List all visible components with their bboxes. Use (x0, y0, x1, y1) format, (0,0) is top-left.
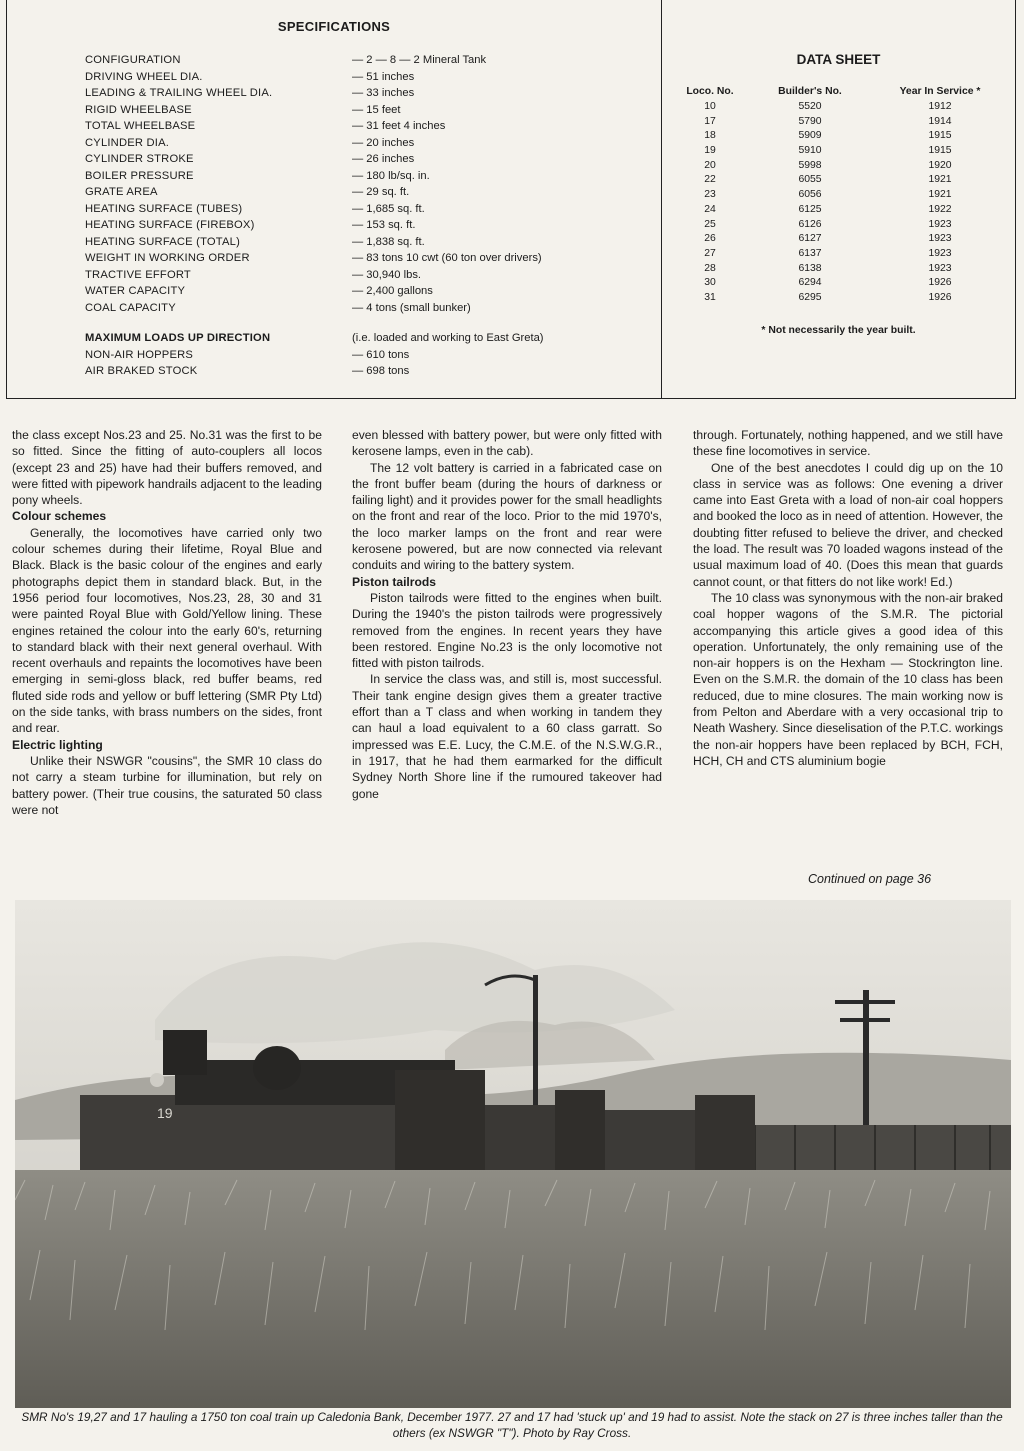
spec-value: — 29 sq. ft. (352, 186, 410, 198)
data-sheet-header (670, 84, 1010, 100)
spec-label: WATER CAPACITY (85, 285, 186, 297)
spec-label: TRACTIVE EFFORT (85, 268, 191, 281)
year-in-service-cell: 1915 (928, 145, 952, 157)
spec-label: DRIVING WHEEL DIA. (85, 70, 203, 83)
builders-no-cell: 6127 (798, 233, 822, 245)
article-column-2 (352, 427, 662, 897)
max-load-value: — 698 tons (352, 365, 410, 377)
builders-no-cell: 6138 (798, 262, 822, 274)
loco-no-cell: 22 (704, 174, 716, 186)
data-sheet-row (670, 129, 1010, 144)
spec-value: — 20 inches (352, 136, 415, 149)
header-loco-no: Loco. No. (686, 86, 734, 97)
loco-no-cell: 18 (704, 130, 716, 142)
loco-number: 19 (157, 1105, 173, 1121)
paragraph: Unlike their NSWGR "cousins", the SMR 10 class do not carry a steam turbine for illumination, but rely on battery power. (Their true cousins, the saturated 50 class were not (12, 753, 322, 817)
spec-label: COAL CAPACITY (85, 301, 176, 314)
data-sheet-row (670, 173, 1010, 188)
year-in-service-cell: 1920 (928, 159, 952, 171)
data-sheet-row (670, 159, 1010, 174)
builders-no-cell: 5520 (798, 101, 822, 112)
data-sheet-row (670, 276, 1010, 291)
spec-label: LEADING & TRAILING WHEEL DIA. (85, 87, 273, 99)
builders-no-cell: 6125 (798, 203, 822, 215)
paragraph: even blessed with battery power, but were only fitted with kerosene lamps, even in the cab). (352, 428, 662, 459)
builders-no-cell: 6137 (798, 247, 822, 259)
specification-panels (6, 0, 1016, 399)
header-builders-no: Builder's No. (778, 86, 842, 97)
spec-label: WEIGHT IN WORKING ORDER (85, 252, 250, 264)
year-in-service-cell: 1912 (928, 101, 952, 112)
paragraph: The 10 class was synonymous with the non-air braked coal hopper wagons of the S.M.R. The pictorial accompanying this article gives a good idea of this operation. Unfortunately, the only remaining use of the non-air hoppers is on the Hexham — Stockrington line. Even on the S.M.R. the domain of the 10 class has been reduced, due to mine closures. The main working now is from Pelton and Aberdare with a very occasional trip to Neath Washery. Since dieselisation of the P.T.C. workings the non-air hoppers have been replaced by BCH, FCH, HCH, CH and CTS aluminium bogie (693, 590, 1003, 768)
spec-label: HEATING SURFACE (TOTAL) (85, 235, 241, 248)
data-sheet-row (670, 262, 1010, 277)
spec-label: HEATING SURFACE (TUBES) (85, 202, 243, 215)
grass-field (15, 1170, 1011, 1408)
data-sheet-row (670, 247, 1010, 262)
builders-no-cell: 6126 (798, 218, 822, 230)
specifications-box (6, 0, 662, 399)
spec-label: CYLINDER DIA. (85, 136, 170, 149)
loco-no-cell: 28 (704, 262, 716, 274)
year-in-service-cell: 1915 (928, 130, 952, 142)
loco-no-cell: 20 (704, 159, 716, 171)
year-in-service-cell: 1921 (928, 174, 952, 186)
data-sheet-row (670, 188, 1010, 203)
spec-label: BOILER PRESSURE (85, 169, 194, 182)
year-in-service-cell: 1926 (928, 291, 952, 303)
loco-no-cell: 25 (704, 218, 716, 230)
spec-value: — 1,838 sq. ft. (352, 235, 425, 248)
spec-value: — 51 inches (352, 70, 415, 83)
year-in-service-cell: 1923 (928, 233, 952, 245)
builders-no-cell: 6294 (798, 277, 822, 289)
paragraph: Generally, the locomotives have carried only two colour schemes during their lifetime, Royal Blue and Black. Black is the basic colour of the engines and early photographs depict them in standard black. But, in the 1956 period four locomotives, Nos.23, 28, 30 and 31 were painted Royal Blue with Gold/Yellow lining. These engines retained the colour into the early 60's, returning to standard black with their next general overhaul. With recent overhauls and repaints the locomotives have been emerging in semi-gloss black, red buffer beams, red fluted side rods and yellow or buff lettering (SMR Pty Ltd) on the side tanks, with brass numbers on the sides, front and rear. (12, 525, 322, 736)
paragraph: through. Fortunately, nothing happened, and we still have these fine locomotives in service. (693, 428, 1003, 459)
spec-value: — 30,940 lbs. (352, 268, 422, 281)
max-load-label: AIR BRAKED STOCK (85, 365, 198, 377)
crossbar-2 (840, 1018, 890, 1022)
loco-no-cell: 17 (704, 115, 716, 127)
photo-caption: SMR No's 19,27 and 17 hauling a 1750 ton coal train up Caledonia Bank, December 1977. 27 and 17 had 'stuck up' and 19 had to assist. Note the stack on 27 is three inches taller than the others (ex NSWGR "T"). Photo by Ray Cross. (21, 1410, 1003, 1440)
builders-no-cell: 6055 (798, 174, 822, 186)
section-heading: Colour schemes (12, 509, 107, 524)
data-sheet-note: * Not necessarily the year built. (761, 325, 916, 336)
year-in-service-cell: 1922 (928, 203, 952, 215)
spec-value: — 33 inches (352, 87, 415, 99)
spec-value: — 2 — 8 — 2 Mineral Tank (352, 54, 487, 66)
spec-value: — 1,685 sq. ft. (352, 202, 425, 215)
spec-label: HEATING SURFACE (FIREBOX) (85, 219, 255, 231)
max-loads-note: (i.e. loaded and working to East Greta) (352, 332, 544, 344)
article-column-1 (12, 427, 322, 897)
spec-label: CYLINDER STROKE (85, 153, 194, 165)
paragraph: the class except Nos.23 and 25. No.31 was the first to be so fitted. Since the fitting of auto-couplers all locos (except 23 and 25) have had their buffers removed, and were fitted with pipework handrails adjacent to the leading pony wheels. (12, 428, 322, 508)
continued-note: Continued on page 36 (808, 872, 932, 886)
year-in-service-cell: 1921 (928, 189, 952, 201)
hoppers (715, 1125, 1011, 1175)
builders-no-cell: 5909 (798, 130, 822, 142)
loco-no-cell: 10 (704, 101, 716, 112)
loco-1-dome (253, 1046, 301, 1090)
spec-label: CONFIGURATION (85, 54, 181, 66)
headlight (150, 1073, 164, 1087)
paragraph: Piston tailrods were fitted to the engines when built. During the 1940's the piston tailrods were progressively removed from the engines. In recent years they have been restored. Engine No.23 is the only locomotive not fitted with piston tailrods. (352, 590, 662, 671)
header-year-in-service: Year In Service * (899, 86, 981, 97)
spec-value: — 2,400 gallons (352, 285, 433, 297)
article-column-3 (693, 427, 1003, 897)
data-sheet-row (670, 115, 1010, 130)
section-heading: Piston tailrods (352, 574, 436, 589)
max-load-label: NON-AIR HOPPERS (85, 348, 194, 361)
year-in-service-cell: 1923 (928, 262, 952, 274)
paragraph: The 12 volt battery is carried in a fabricated case on the front buffer beam (during the hours of darkness or failing light) and it provides power for the small headlights on the front and rear of the loco. Prior to the mid 1970's, the loco marker lamps on the front and rear were kerosene powered, but are now connected via relevant conduits and wiring to the battery system. (352, 460, 662, 573)
spec-value: — 15 feet (352, 103, 401, 116)
spec-label: RIGID WHEELBASE (85, 103, 192, 116)
builders-no-cell: 5998 (798, 159, 822, 171)
year-in-service-cell: 1914 (928, 115, 952, 127)
spec-label: GRATE AREA (85, 186, 158, 198)
data-sheet-row (670, 144, 1010, 159)
crossbar (835, 1000, 895, 1004)
year-in-service-cell: 1923 (928, 247, 952, 259)
spec-value: — 153 sq. ft. (352, 219, 416, 231)
paragraph: In service the class was, and still is, most successful. Their tank engine design gives them a greater tractive effort than a T class and when working in tandem they can haul a load equivalent to a 60 class garratt. So impressed was E.E. Lucy, the C.M.E. of the N.S.W.G.R., in 1917, that he had them earmarked for the difficult Sydney North Shore line if the rumoured takeover had gone (352, 672, 662, 801)
paragraph: One of the best anecdotes I could dig up on the 10 class in service was as follows: One evening a driver came into East Greta with a load of non-air coal hoppers and booked the loco as in need of attention. However, the doubting fitter refused to believe the driver, and checked the load. The result was 70 loaded wagons instead of the usual maximum load of 40. (Does this mean that guards cannot count, or that fitters do not like work! Ed.) (693, 460, 1003, 589)
data-sheet-row (670, 203, 1010, 218)
spec-value: — 31 feet 4 inches (352, 120, 446, 132)
builders-no-cell: 5790 (798, 115, 822, 127)
spec-value: — 26 inches (352, 153, 415, 165)
loco-1-stack (163, 1030, 207, 1075)
loco-no-cell: 31 (704, 291, 716, 303)
builders-no-cell: 5910 (798, 145, 822, 157)
builders-no-cell: 6295 (798, 291, 822, 303)
max-load-value: — 610 tons (352, 348, 410, 361)
year-in-service-cell: 1926 (928, 277, 952, 289)
loco-no-cell: 26 (704, 233, 716, 245)
spec-label: TOTAL WHEELBASE (85, 120, 196, 132)
spec-value: — 83 tons 10 cwt (60 ton over drivers) (352, 252, 542, 264)
data-sheet-row (670, 232, 1010, 247)
data-sheet-row (670, 218, 1010, 233)
spec-value: — 4 tons (small bunker) (352, 301, 471, 314)
loco-no-cell: 24 (704, 203, 716, 215)
loco-no-cell: 27 (704, 247, 716, 259)
loco-no-cell: 19 (704, 145, 716, 157)
data-sheet-row (670, 291, 1010, 306)
loco-no-cell: 23 (704, 189, 716, 201)
spec-value: — 180 lb/sq. in. (352, 169, 430, 182)
data-sheet-row (670, 100, 1010, 115)
train-photo (15, 900, 1011, 1408)
data-sheet-box (662, 0, 1016, 399)
data-sheet-table (670, 84, 1010, 306)
year-in-service-cell: 1923 (928, 218, 952, 230)
train-photo-illustration (15, 900, 1011, 1408)
data-sheet-title: DATA SHEET (796, 52, 881, 67)
section-heading: Electric lighting (12, 737, 103, 752)
max-loads-heading: MAXIMUM LOADS UP DIRECTION (85, 332, 271, 344)
specifications-title: SPECIFICATIONS (277, 19, 391, 34)
loco-no-cell: 30 (704, 277, 716, 289)
builders-no-cell: 6056 (798, 189, 822, 201)
